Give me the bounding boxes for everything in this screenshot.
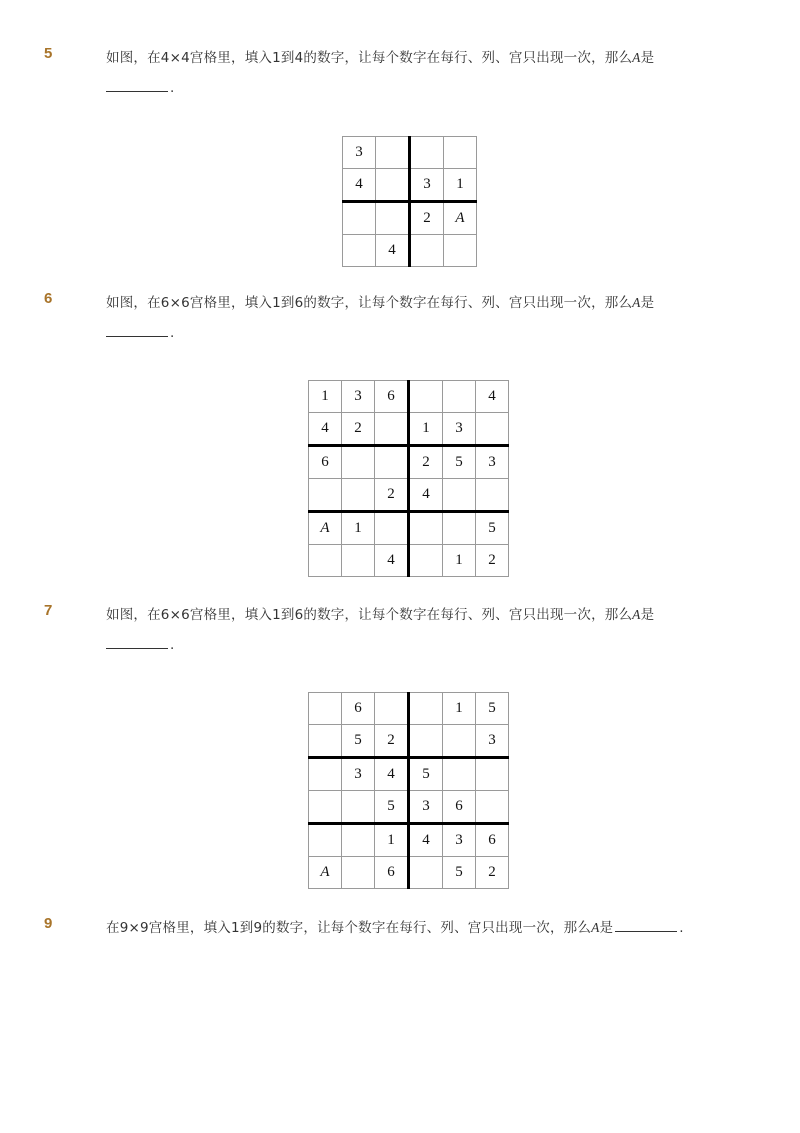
question-text-after: 是 <box>599 920 614 936</box>
grid-cell: 3 <box>342 381 375 413</box>
grid-cell: 4 <box>375 545 409 577</box>
grid-cell: 4 <box>476 381 509 413</box>
grid-cell-empty <box>409 512 443 545</box>
grid-row <box>309 725 509 758</box>
grid-cell: 1 <box>342 512 375 545</box>
grid-cell: 4 <box>376 235 410 267</box>
grid-row <box>309 824 509 857</box>
grid-cell-empty <box>375 693 409 725</box>
grid-cell: A <box>309 857 342 889</box>
grid-row <box>309 693 509 725</box>
grid-cell: 6 <box>342 693 375 725</box>
grid-cell-empty <box>375 446 409 479</box>
grid-row <box>309 758 509 791</box>
grid-cell-empty <box>309 725 342 758</box>
answer-blank[interactable] <box>615 930 677 932</box>
answer-line <box>106 80 174 96</box>
grid-cell: 6 <box>375 857 409 889</box>
grid-cell: 3 <box>476 725 509 758</box>
question-text-after: 是 <box>640 295 655 311</box>
grid-row <box>309 381 509 413</box>
grid-cell-empty <box>343 235 376 267</box>
grid-cell: 2 <box>409 446 443 479</box>
grid-cell-empty <box>342 545 375 577</box>
grid-cell-empty <box>375 413 409 446</box>
grid-cell-empty <box>309 479 342 512</box>
sudoku-grid-4x4 <box>342 136 477 267</box>
grid-cell: 6 <box>476 824 509 857</box>
grid-cell: 6 <box>443 791 476 824</box>
question-text-before: 如图，在4×4宫格里，填入1到4的数字，让每个数字在每行、列、宫只出现一次，那么 <box>106 50 633 66</box>
answer-end: . <box>679 920 684 936</box>
grid-cell-empty <box>410 235 444 267</box>
grid-cell: 3 <box>342 758 375 791</box>
grid-cell: 3 <box>343 137 376 169</box>
question-variable: A <box>591 920 600 935</box>
answer-blank[interactable] <box>106 335 168 337</box>
grid-cell: 6 <box>309 446 342 479</box>
sudoku-grid-6x6 <box>308 380 509 577</box>
question-number: 6 <box>44 290 53 307</box>
grid-row <box>343 235 477 267</box>
grid-cell-empty <box>376 137 410 169</box>
question-variable: A <box>632 607 641 622</box>
grid-cell-empty <box>376 202 410 235</box>
grid-row <box>309 413 509 446</box>
grid-cell: 5 <box>443 446 476 479</box>
grid-cell: A <box>444 202 477 235</box>
grid-cell: 1 <box>309 381 342 413</box>
grid-cell: 3 <box>443 824 476 857</box>
grid-cell-empty <box>409 693 443 725</box>
grid-row <box>309 512 509 545</box>
grid-cell-empty <box>410 137 444 169</box>
answer-end: . <box>170 80 175 96</box>
answer-line <box>106 325 174 341</box>
answer-blank[interactable] <box>106 647 168 649</box>
grid-cell: 1 <box>443 545 476 577</box>
question-variable: A <box>632 50 641 65</box>
grid-cell: 1 <box>409 413 443 446</box>
grid-cell: 4 <box>409 479 443 512</box>
grid-cell-empty <box>409 381 443 413</box>
grid-row <box>309 857 509 889</box>
question-text-after: 是 <box>640 607 655 623</box>
grid-cell-empty <box>342 791 375 824</box>
grid-cell-empty <box>309 824 342 857</box>
question-number: 9 <box>44 915 53 932</box>
question-text-before: 如图，在6×6宫格里，填入1到6的数字，让每个数字在每行、列、宫只出现一次，那么 <box>106 295 633 311</box>
grid-cell: 3 <box>476 446 509 479</box>
grid-cell: 6 <box>375 381 409 413</box>
grid-row <box>309 545 509 577</box>
grid-row <box>309 791 509 824</box>
grid-cell: 5 <box>443 857 476 889</box>
grid-cell: 2 <box>375 479 409 512</box>
question-text-after: 是 <box>640 50 655 66</box>
grid-cell-empty <box>342 857 375 889</box>
question-text <box>106 291 654 311</box>
grid-cell: 1 <box>443 693 476 725</box>
grid-cell: 2 <box>410 202 444 235</box>
grid-cell: 4 <box>409 824 443 857</box>
question-text <box>106 603 654 623</box>
sudoku-grid-6x6 <box>308 692 509 889</box>
grid-row <box>343 202 477 235</box>
grid-cell: 2 <box>476 545 509 577</box>
grid-cell: 5 <box>375 791 409 824</box>
grid-cell-empty <box>409 857 443 889</box>
grid-cell: 3 <box>410 169 444 202</box>
grid-cell: 2 <box>476 857 509 889</box>
grid-cell-empty <box>342 824 375 857</box>
grid-cell-empty <box>375 512 409 545</box>
grid-row <box>343 137 477 169</box>
grid-cell: 1 <box>375 824 409 857</box>
grid-cell-empty <box>443 725 476 758</box>
grid-cell-empty <box>476 479 509 512</box>
grid-cell-empty <box>376 169 410 202</box>
grid-row <box>309 479 509 512</box>
grid-cell: 4 <box>309 413 342 446</box>
grid-cell-empty <box>409 725 443 758</box>
grid-cell: 4 <box>375 758 409 791</box>
grid-cell-empty <box>309 758 342 791</box>
question-text <box>106 916 684 936</box>
grid-cell-empty <box>444 137 477 169</box>
question-number: 5 <box>44 45 53 62</box>
answer-line <box>106 637 174 653</box>
grid-cell-empty <box>309 693 342 725</box>
grid-cell-empty <box>309 545 342 577</box>
grid-cell: 2 <box>342 413 375 446</box>
answer-end: . <box>170 637 175 653</box>
answer-blank[interactable] <box>106 90 168 92</box>
grid-cell: 2 <box>375 725 409 758</box>
grid-cell: 3 <box>443 413 476 446</box>
grid-cell-empty <box>476 758 509 791</box>
grid-cell: 3 <box>409 791 443 824</box>
grid-cell-empty <box>409 545 443 577</box>
grid-cell-empty <box>443 758 476 791</box>
grid-cell: 5 <box>409 758 443 791</box>
grid-row <box>309 446 509 479</box>
grid-cell-empty <box>342 446 375 479</box>
grid-cell-empty <box>443 479 476 512</box>
answer-end: . <box>170 325 175 341</box>
grid-cell-empty <box>443 381 476 413</box>
question-variable: A <box>632 295 641 310</box>
grid-cell: 5 <box>476 693 509 725</box>
grid-cell: 1 <box>444 169 477 202</box>
grid-cell: 5 <box>476 512 509 545</box>
grid-cell-empty <box>443 512 476 545</box>
grid-cell-empty <box>476 413 509 446</box>
grid-cell-empty <box>309 791 342 824</box>
question-text-before: 如图，在6×6宫格里，填入1到6的数字，让每个数字在每行、列、宫只出现一次，那么 <box>106 607 633 623</box>
grid-cell: 4 <box>343 169 376 202</box>
grid-row <box>343 169 477 202</box>
grid-cell: A <box>309 512 342 545</box>
grid-cell-empty <box>444 235 477 267</box>
question-text-before: 在9×9宫格里，填入1到9的数字，让每个数字在每行、列、宫只出现一次，那么 <box>106 920 592 936</box>
question-number: 7 <box>44 602 53 619</box>
grid-cell-empty <box>476 791 509 824</box>
grid-cell: 5 <box>342 725 375 758</box>
question-text <box>106 46 654 66</box>
grid-cell-empty <box>343 202 376 235</box>
grid-cell-empty <box>342 479 375 512</box>
